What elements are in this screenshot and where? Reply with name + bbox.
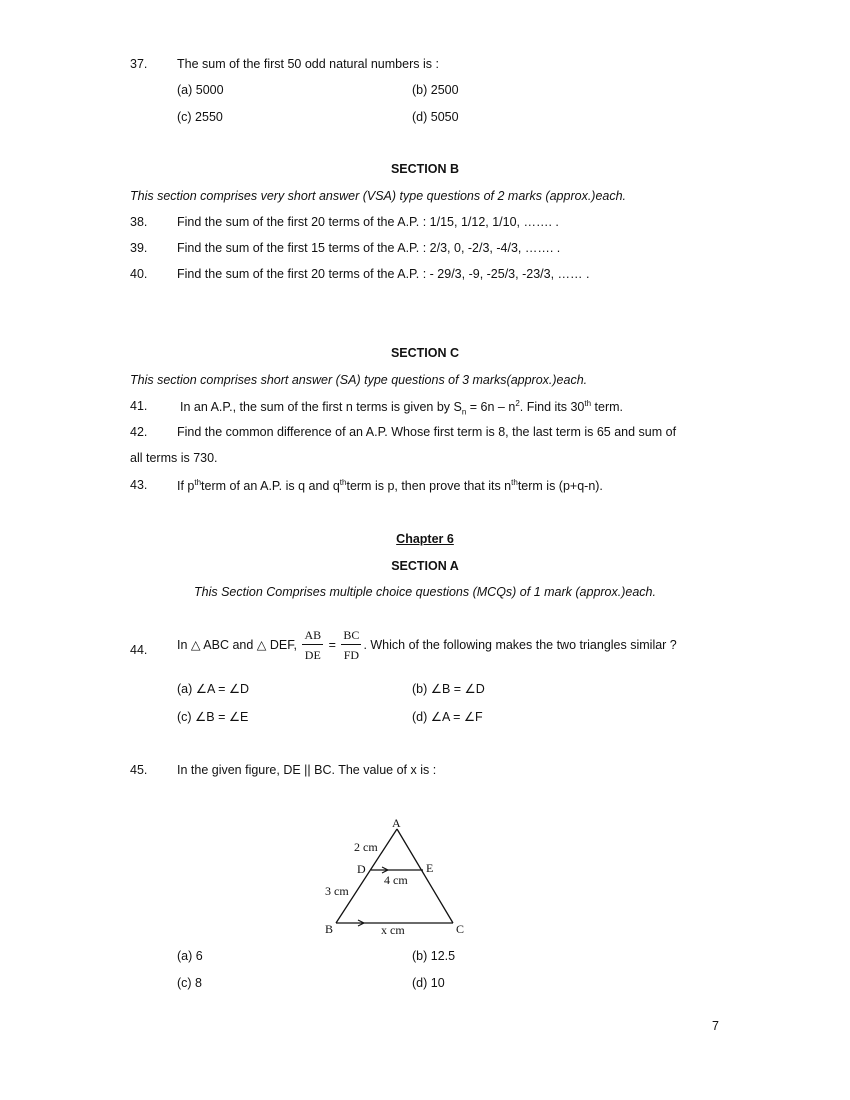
section-a-heading: SECTION A [391, 559, 459, 573]
question-text: Find the common difference of an A.P. Whose first term is 8, the last term is 65 and sum of [177, 425, 677, 439]
question-number: 38. [130, 215, 148, 229]
vertex-label-c: C [456, 922, 465, 936]
option-c: (c) 2550 [177, 110, 223, 124]
length-label-ad: 2 cm [354, 840, 378, 854]
section-a-intro: This Section Comprises multiple choice questions (MCQs) of 1 mark (approx.)each. [194, 585, 656, 599]
question-number: 44. [130, 643, 148, 657]
length-label-de: 4 cm [384, 873, 408, 887]
question-number: 45. [130, 763, 148, 777]
fraction-bc-fd: $\frac{BC}{FD}$ [343, 628, 360, 662]
option-c: (c) ∠B = ∠E [177, 710, 249, 724]
vertex-label-b: B [325, 922, 334, 936]
question-number: 42. [130, 425, 148, 439]
question-text: The sum of the first 50 odd natural numbers is : [177, 57, 439, 71]
question-number: 39. [130, 241, 148, 255]
section-c-intro: This section comprises short answer (SA) type questions of 3 marks(approx.)each. [130, 373, 588, 387]
length-label-bc: x cm [381, 923, 405, 937]
question-number: 43. [130, 478, 148, 492]
question-text: In △ ABC and △ DEF, $\frac{AB}{DE}$ = $\frac{BC}{FD}$ . Which of the following makes the two triangles similar ? [177, 628, 677, 662]
vertex-label-d: D [357, 862, 366, 876]
option-b: (b) 2500 [412, 83, 459, 97]
question-text: Find the sum of the first 15 terms of the A.P. : 2/3, 0, -2/3, -4/3, ……. . [177, 241, 561, 255]
option-c: (c) 8 [177, 976, 202, 990]
option-a: (a) ∠A = ∠D [177, 682, 250, 696]
option-d: (d) 5050 [412, 110, 459, 124]
option-a: (a) 5000 [177, 83, 224, 97]
vertex-label-e: E [426, 861, 434, 875]
question-text: If $p^{th}term$ of an A.P. is q and $q^{th}term$ is p, then prove that its $n^{th}term$ is (p+q-n). [177, 478, 603, 494]
chapter-title: Chapter 6 [396, 532, 454, 546]
section-c-heading: SECTION C [390, 346, 460, 360]
option-b: (b) ∠B = ∠D [412, 682, 485, 696]
page-number: 7 [712, 1019, 719, 1033]
question-text: Find the sum of the first 20 terms of the A.P. : - 29/3, -9, -25/3, -23/3, …… . [177, 267, 590, 281]
section-b-intro: This section comprises very short answer (VSA) type questions of 2 marks (approx.)each. [130, 189, 627, 203]
length-label-db: 3 cm [325, 884, 349, 898]
question-number: 40. [130, 267, 148, 281]
question-text-continued: all terms is 730. [130, 451, 218, 465]
question-text: Find the sum of the first 20 terms of the A.P. : 1/15, 1/12, 1/10, ……. . [177, 215, 559, 229]
section-b-heading: SECTION B [390, 162, 460, 176]
option-d: (d) ∠A = ∠F [412, 710, 483, 724]
question-text: In an A.P., the sum of the first n terms is given by $S_n = 6n - n^2$. Find its 30th term. [180, 399, 624, 417]
question-number: 41. [130, 399, 148, 413]
vertex-label-a: A [392, 816, 401, 830]
option-b: (b) 12.5 [412, 949, 456, 963]
fraction-ab-de: $\frac{AB}{DE}$ [304, 628, 322, 662]
question-text: In the given figure, DE || BC. The value of x is : [177, 763, 437, 777]
option-a: (a) 6 [177, 949, 203, 963]
question-number: 37. [130, 57, 148, 71]
option-d: (d) 10 [412, 976, 445, 990]
